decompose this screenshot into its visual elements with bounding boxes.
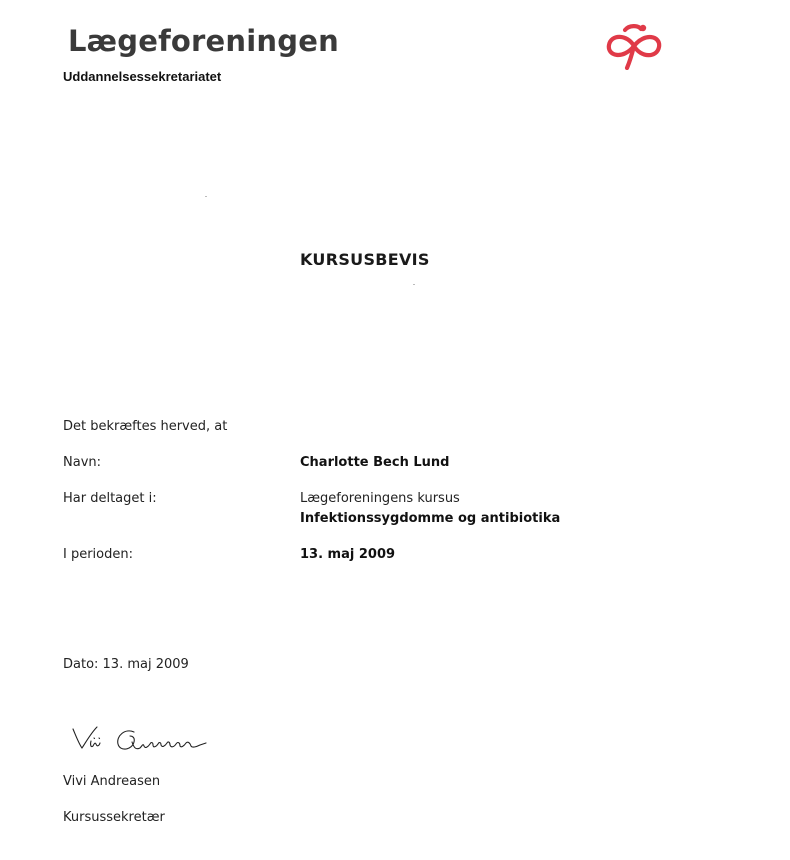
- participant-name: Charlotte Bech Lund: [300, 455, 450, 470]
- handwritten-signature: [70, 724, 210, 760]
- course-name: Infektionssygdomme og antibiotika: [300, 511, 561, 526]
- department-name: Uddannelsessekretariatet: [63, 69, 222, 84]
- period-value: 13. maj 2009: [300, 547, 396, 562]
- signer-title: Kursussekretær: [63, 810, 165, 825]
- intro-text: Det bekræftes herved, at: [63, 419, 228, 434]
- course-prefix: Lægeforeningens kursus: [300, 491, 460, 506]
- signer-name: Vivi Andreasen: [63, 774, 161, 789]
- date-line: Dato: 13. maj 2009: [63, 657, 189, 672]
- course-label: Har deltaget i:: [63, 491, 157, 506]
- period-label: I perioden:: [63, 547, 133, 562]
- document-title: KURSUSBEVIS: [300, 250, 430, 269]
- aesculapian-snake-logo-icon: [603, 18, 665, 70]
- name-label: Navn:: [63, 455, 102, 470]
- organization-name: Lægeforeningen: [68, 24, 339, 58]
